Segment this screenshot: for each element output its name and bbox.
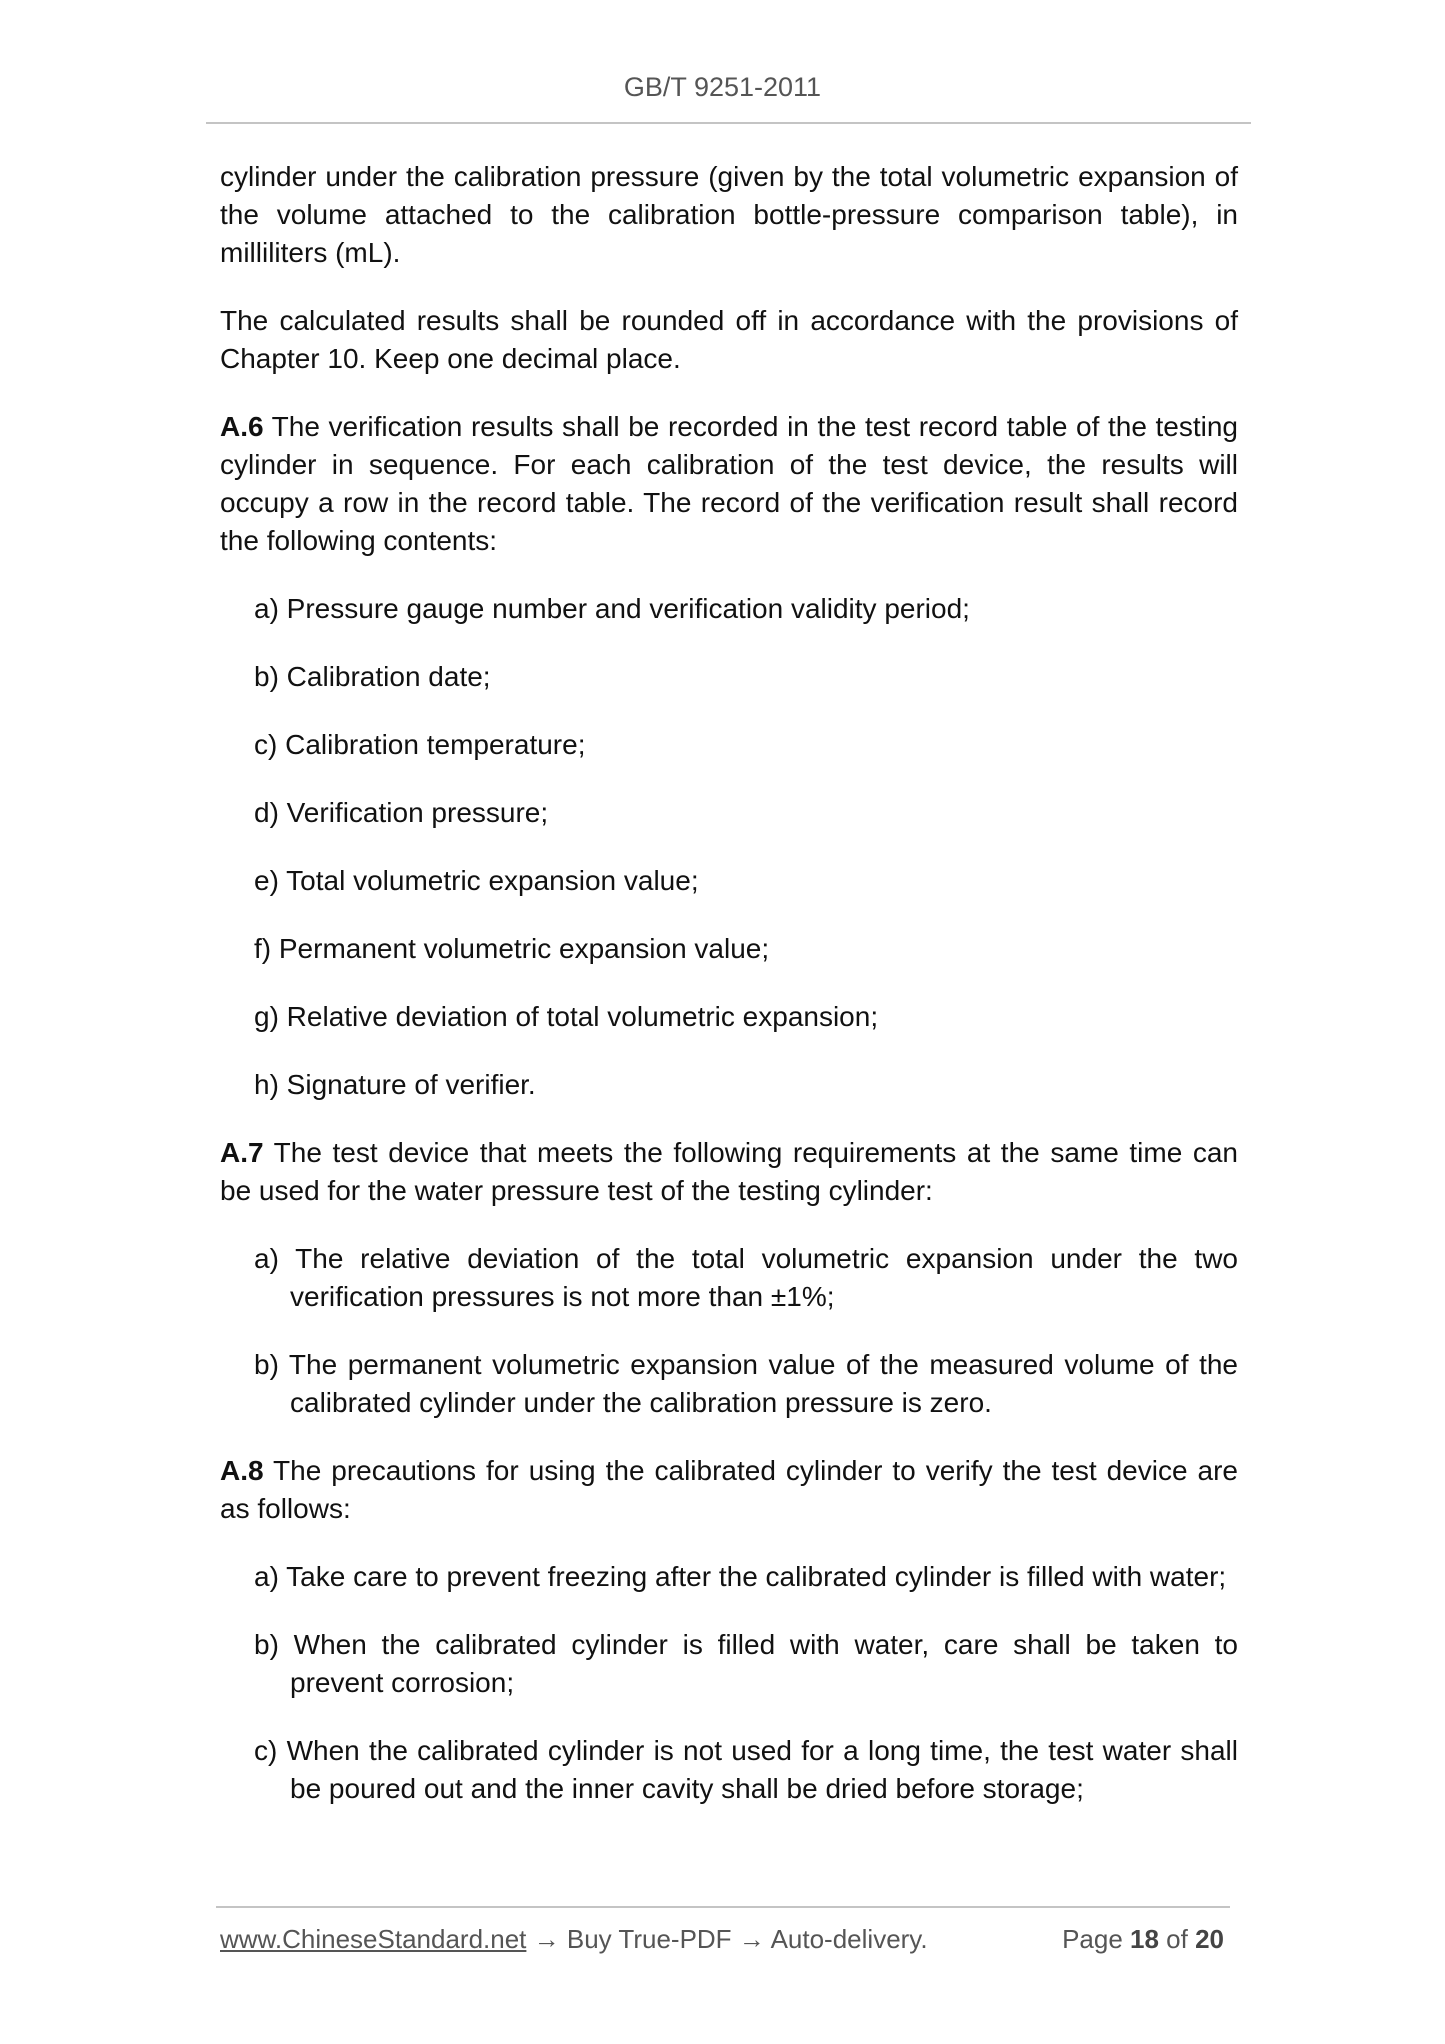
- clause-a7: [220, 1134, 1238, 1210]
- page-footer: [220, 1924, 1230, 1955]
- clause-a8: [220, 1452, 1238, 1528]
- clause-a6-text: The verification results shall be recorded in the test record table of the testing cylinder in sequence. For each calibration of the test device, the results will occupy a row in the record table. The record of the verification result shall record the following contents:: [220, 411, 1238, 556]
- document-body: [220, 158, 1238, 1838]
- list-item: b) When the calibrated cylinder is filled with water, care shall be taken to prevent corrosion;: [254, 1629, 1238, 1698]
- page-header-title: GB/T 9251-2011: [623, 72, 822, 102]
- clause-a6-label: A.6: [220, 411, 264, 442]
- header-divider: [206, 122, 1251, 124]
- list-item: c) Calibration temperature;: [254, 729, 586, 760]
- clause-a7-label: A.7: [220, 1137, 264, 1168]
- page-number: [1062, 1924, 1224, 1955]
- list-item: b) Calibration date;: [254, 661, 491, 692]
- clause-a8-label: A.8: [220, 1455, 264, 1486]
- list-item: a) Take care to prevent freezing after the calibrated cylinder is filled with water;: [254, 1561, 1227, 1592]
- footer-tagline: → Buy True-PDF → Auto-delivery.: [526, 1924, 928, 1954]
- clause-a6: [220, 408, 1238, 560]
- list-item: b) The permanent volumetric expansion value of the measured volume of the calibrated cylinder under the calibration pressure is zero.: [254, 1349, 1238, 1418]
- website-link[interactable]: www.ChineseStandard.net: [220, 1924, 527, 1954]
- total-pages: 20: [1195, 1924, 1224, 1954]
- paragraph-rounding-note: The calculated results shall be rounded off in accordance with the provisions of Chapter 10. Keep one decimal place.: [220, 305, 1238, 374]
- page-word: Page: [1062, 1924, 1131, 1954]
- list-item: c) When the calibrated cylinder is not used for a long time, the test water shall be poured out and the inner cavity shall be dried before storage;: [254, 1735, 1238, 1804]
- list-item: h) Signature of verifier.: [254, 1069, 536, 1100]
- list-item: f) Permanent volumetric expansion value;: [254, 933, 770, 964]
- clause-a7-text: The test device that meets the following requirements at the same time can be used for the water pressure test of the testing cylinder:: [220, 1137, 1238, 1206]
- clause-a8-text: The precautions for using the calibrated cylinder to verify the test device are as follows:: [220, 1455, 1238, 1524]
- paragraph-continuation: cylinder under the calibration pressure (given by the total volumetric expansion of the volume attached to the calibration bottle-pressure comparison table), in milliliters (mL).: [220, 161, 1238, 268]
- of-word: of: [1158, 1924, 1196, 1954]
- list-item: d) Verification pressure;: [254, 797, 549, 828]
- list-item: g) Relative deviation of total volumetric expansion;: [254, 1001, 879, 1032]
- footer-divider: [216, 1906, 1230, 1908]
- current-page: 18: [1130, 1924, 1159, 1954]
- list-item: a) Pressure gauge number and verification validity period;: [254, 593, 970, 624]
- list-item: a) The relative deviation of the total volumetric expansion under the two verification pressures is not more than ±1%;: [254, 1243, 1238, 1312]
- list-item: e) Total volumetric expansion value;: [254, 865, 699, 896]
